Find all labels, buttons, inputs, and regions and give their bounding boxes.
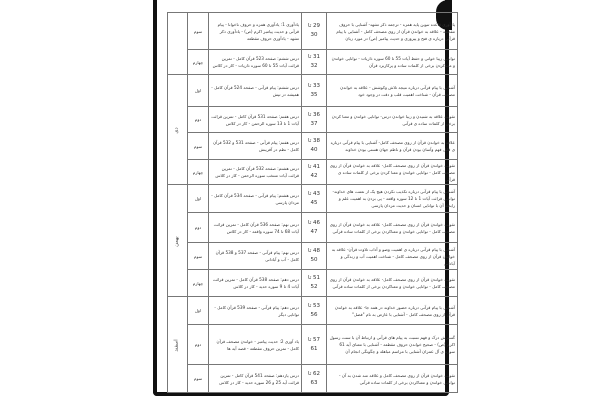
lesson-cell: درس هشتم: صفحه 532 قرآن کامل - تمرین قرائت آیات منتخب سوره الرحمن - کار در کلاس: [209, 160, 302, 185]
goal-cell: یادآوری قاعده تنوین پایه همزه - ترجمه ذکر تشهد- آشنایی با حروف مقطعه - علاقه به خواندن قرآن از روی مصحف کامل - آشنایی با پیام قرآنی درباره ی فتح و پیروزی و حدیث پیامبر (ص) در مورد زبان: [327, 13, 458, 50]
lesson-cell: درس ششم: پیام قرآنی - صفحه 524 قرآن کامل - همیشه در تپش: [209, 75, 302, 107]
month-cell: [168, 75, 188, 185]
week-cell: سوم: [188, 13, 209, 50]
sessions-cell: 62 تا 63: [302, 365, 327, 393]
month-label: اسفند: [174, 338, 180, 352]
sessions-cell: 46 تا 47: [302, 213, 327, 243]
table-row: [168, 133, 458, 160]
goal-cell: آشنایی با پیام قرآنی درباره حضور خداوند در همه جا- علاقه به خواندن قرآن از روی مصحف کامل - آشنایی با عارض به نام "فضل": [327, 297, 458, 325]
lesson-cell: درس ششم: صفحه 523 قرآن کامل - تمرین قرائت آیات 55 تا 60 سوره ذاریات - کار در کلاس: [209, 50, 302, 75]
goal-cell: توانایی زیبا خوانی و حفظ آیات 55 تا 60 سوره ذاریات - توانایی خواندن و معناکردن برخی از کلمات ساده و پرکاربرد قرآن: [327, 50, 458, 75]
table-row: [168, 297, 458, 325]
lesson-cell: درس هفتم: پیام قرآنی - صفحه 531 و 532 قرآن کامل - نظم در آفرینش: [209, 133, 302, 160]
table-row: [168, 185, 458, 213]
lesson-cell: درس هفتم: صفحه 531 قرآن کامل - تمرین قرائت آیات 1 تا 13 سوره الرحمن - کار در کلاس: [209, 107, 302, 133]
sessions-cell: 31 تا 32: [302, 50, 327, 75]
table-row: [168, 270, 458, 297]
goal-cell: گسترش درک و فهم نسبت به پیام های قرآنی و ارتباط آن با سنت رسول اکرم (ص) - صحیح خواندن حروف مقطعه - آشنایی با معنای آیه 61 سوره ی آل عمران آشنایی با مراسم مباهله و چگونگی انجام آن: [327, 325, 458, 365]
lesson-cell: درس نهم: صفحه 536 قرآن کامل - تمرین قرائت آیات 68 تا 74 سوره واقعه - کار در کلاس: [209, 213, 302, 243]
goal-cell: تقویت خواندن قرآن از روی مصحف کامل- علاقه به خواندن قرآن از روی مصحف کامل - توانایی خواندن و معناکردن برخی از کلمات ساده قرآنی: [327, 213, 458, 243]
week-cell: اول: [188, 185, 209, 213]
month-label: دی: [173, 126, 180, 134]
sessions-cell: 51 تا 52: [302, 270, 327, 297]
week-cell: سوم: [188, 365, 209, 393]
month-label: بهمن: [174, 235, 180, 247]
table-row: [168, 160, 458, 185]
table-row: [168, 13, 458, 50]
week-cell: سوم: [188, 243, 209, 270]
week-cell: اول: [188, 297, 209, 325]
lesson-cell: درس دهم: صفحه 538 قرآن کامل - تمرین قرائت آیات 4 تا 9 سوره حدید - کار در کلاس: [209, 270, 302, 297]
goal-cell: تقویت علاقه به شنیدن و زیبا خواندن درس- توانایی خواندن و معنا کردن برخی از کلمات ساده ی قرآنی: [327, 107, 458, 133]
table-row: [168, 213, 458, 243]
table-row: [168, 365, 458, 393]
week-cell: دوم: [188, 213, 209, 243]
week-cell: سوم: [188, 133, 209, 160]
lesson-cell: درس دهم: پیام قرآنی - صفحه 539 قرآن کامل - توانایی دیگر: [209, 297, 302, 325]
lesson-cell: درس هشتم: پیام قرآنی - صفحه 534 قرآن کامل - مردان پارسی: [209, 185, 302, 213]
sessions-cell: 43 تا 45: [302, 185, 327, 213]
sessions-cell: 29 تا 30: [302, 13, 327, 50]
week-cell: چهارم: [188, 270, 209, 297]
month-cell: [168, 185, 188, 297]
table-row: [168, 50, 458, 75]
sessions-cell: 57 تا 61: [302, 325, 327, 365]
goal-cell: آشنایی با پیام قرآنی درباره ی اهمیت وضو و آداب تلاوت قرآن- علاقه به خواندن قرآن از روی مصحف کامل - شناخت اهمیت آب و زندگی و آبادانی: [327, 243, 458, 270]
lesson-plan-table: [167, 12, 458, 393]
table-row: [168, 107, 458, 133]
goal-cell: آشنایی با پیام قرآنی درباره نتیجه تلاش وکوشش - علاقه به خواندن مصحف قرآن - شناخت اهمیت قلب و دقت در وجود خود: [327, 75, 458, 107]
goal-cell: علاقه به خواندن قرآن از روی مصحف کامل- آشنایی با پیام قرآنی درباره ی قابل فهم وآسان بودن قرآن و ناظم جهان هستی بودن خداوند: [327, 133, 458, 160]
month-cell: [168, 297, 188, 393]
week-cell: چهارم: [188, 50, 209, 75]
goal-cell: آشنایی با پیام قرآنی درباره تکذیب نکردن هیچ یک از نعمت های خداوند- توانایی قرائت آیات 1 تا 12 سوره واقعه - پی بردن به اهمیت علم و رابطه آن با توانایی انسان و حدیث مردان پارسی: [327, 185, 458, 213]
week-cell: چهارم: [188, 160, 209, 185]
sessions-cell: 41 تا 42: [302, 160, 327, 185]
week-cell: دوم: [188, 107, 209, 133]
lesson-cell: درس نهم: پیام قرآنی - صفحه 537 و 538 قرآن کامل - آب و آبادانی: [209, 243, 302, 270]
week-cell: اول: [188, 75, 209, 107]
lesson-cell: یاد آوری 2: حدیث پیامبر - خواندن مصحف قرآن کامل - تمرین حروف مقطعه - قصه آیه ها: [209, 325, 302, 365]
sessions-cell: 38 تا 40: [302, 133, 327, 160]
table-row: [168, 243, 458, 270]
week-cell: دوم: [188, 325, 209, 365]
sessions-cell: 36 تا 37: [302, 107, 327, 133]
goal-cell: تقویت خواندن قرآن از روی مصحف کامل و علاقه مند شدن به آن - توانایی خواندن و معناکردن برخی از کلمات ساده قرآنی: [327, 365, 458, 393]
goal-cell: تقویت خواندن قرآن از روی مصحف کامل- علاقه به خواندن قرآن از روی مصحف کامل - توانایی خواندن و معنا کردن برخی از کلمات ساده ی قرآنی: [327, 160, 458, 185]
month-cell: [168, 13, 188, 75]
table-row: [168, 75, 458, 107]
goal-cell: تقویت خواندن قرآن از روی مصحف کامل- علاقه به خواندن قرآن از روی مصحف کامل - توانایی خواندن و معناکردن برخی از کلمات ساده قرآنی: [327, 270, 458, 297]
lesson-cell: یادآوری 1: یادآوری همزه و حروف ناخوانا - پیام قرآنی و حدیث پیامبر اکرم (ص) - یادآوری ذکر تشهد - یادآوری حروف مقطعه: [209, 13, 302, 50]
sessions-cell: 33 تا 35: [302, 75, 327, 107]
lesson-cell: درس یازدهم: صفحه 541 قرآن کامل - تمرین قرائت آیه 25 و 26 سوره حدید - کار در کلاس: [209, 365, 302, 393]
sessions-cell: 48 تا 50: [302, 243, 327, 270]
table-row: [168, 325, 458, 365]
sessions-cell: 53 تا 56: [302, 297, 327, 325]
